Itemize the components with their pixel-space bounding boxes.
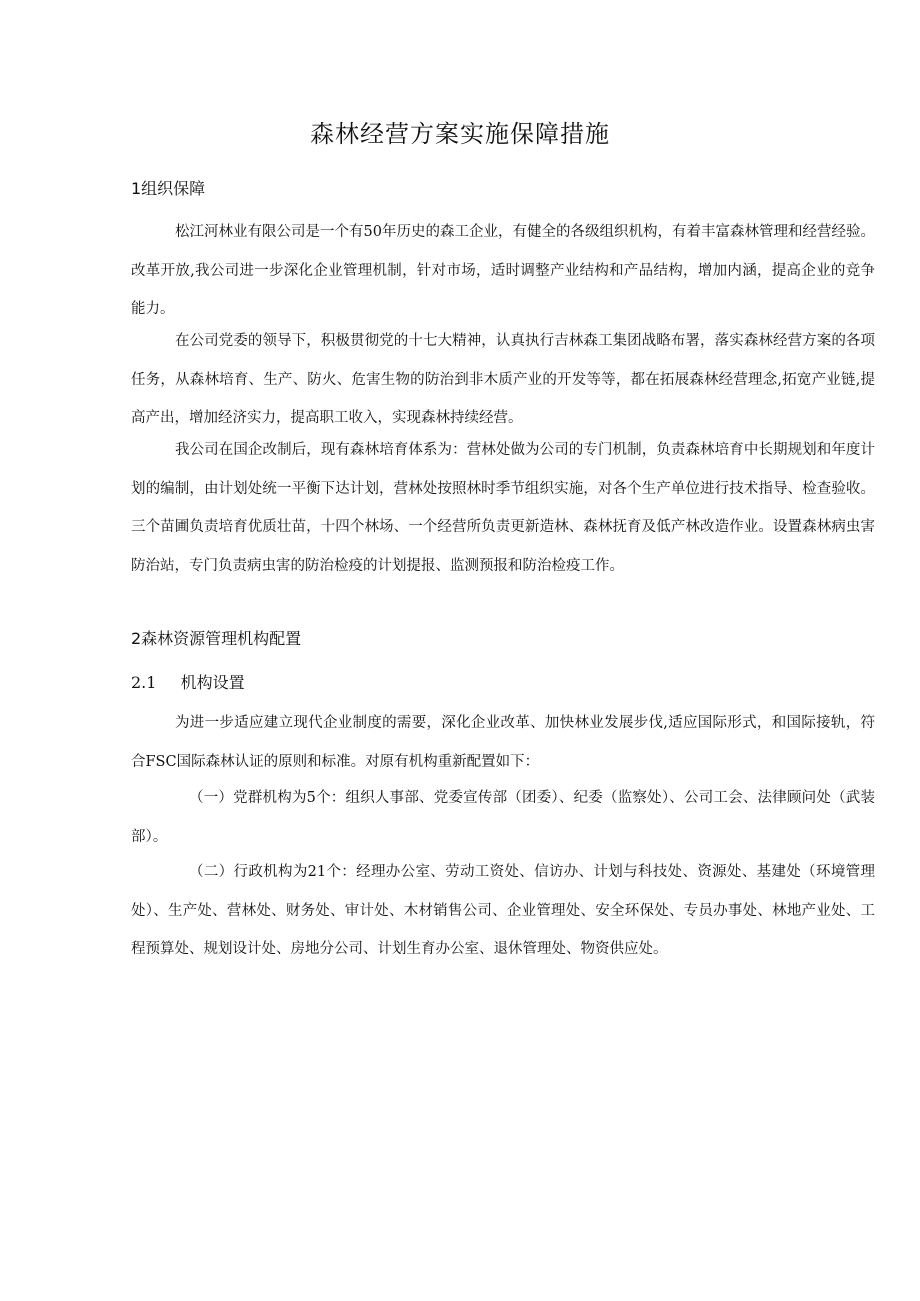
section-2-1-paragraph-1: 为进一步适应建立现代企业制度的需要，深化企业改革、加快林业发展步伐,适应国际形式，和国际接轨，符合FSC国际森林认证的原则和标准。对原有机构重新配置如下： <box>131 715 875 770</box>
section-2-1-heading <box>131 670 245 693</box>
section-1-paragraph-2: 在公司党委的领导下，积极贯彻党的十七大精神，认真执行吉林森工集团战略布署，落实森林经营方案的各项任务，从森林培育、生产、防火、危害生物的防治到非木质产业的开发等等，都在拓展森林经营理念,拓宽产业链,提高产出，增加经济实力，提高职工收入，实现森林持续经营。 <box>131 333 875 426</box>
section-2-1-number: 2.1 <box>131 673 157 692</box>
section-2-1-title: 机构设置 <box>180 673 245 692</box>
section-2-heading: 2森林资源管理机构配置 <box>131 629 302 648</box>
document-title: 森林经营方案实施保障措施 <box>310 120 610 148</box>
section-2-1-admin-organs: （二）行政机构为21个：经理办公室、劳动工资处、信访办、计划与科技处、资源处、基建处（环境管理处）、生产处、营林处、财务处、审计处、木材销售公司、企业管理处、安全环保处、专员办事处、林地产业处、工程预算处、规划设计处、房地分公司、计划生育办公室、退休管理处、物资供应处。 <box>131 864 875 957</box>
section-1-paragraph-1: 松江河林业有限公司是一个有50年历史的森工企业，有健全的各级组织机构，有着丰富森林管理和经营经验。改革开放,我公司进一步深化企业管理机制，针对市场，适时调整产业结构和产品结构，增加内涵，提高企业的竞争能力。 <box>131 224 875 317</box>
section-1-heading: 1组织保障 <box>131 179 206 198</box>
section-2-1-party-organs: （一）党群机构为5个：组织人事部、党委宣传部（团委）、纪委（监察处）、公司工会、法律顾问处（武装部）。 <box>131 790 875 845</box>
section-1-paragraph-3: 我公司在国企改制后，现有森林培育体系为：营林处做为公司的专门机制，负责森林培育中长期规划和年度计划的编制，由计划处统一平衡下达计划，营林处按照林时季节组织实施，对各个生产单位进行技术指导、检查验收。三个苗圃负责培育优质壮苗，十四个林场、一个经营所负责更新造林、森林抚育及低产林改造作业。设置森林病虫害防治站，专门负责病虫害的防治检疫的计划提报、监测预报和防治检疫工作。 <box>131 442 875 574</box>
